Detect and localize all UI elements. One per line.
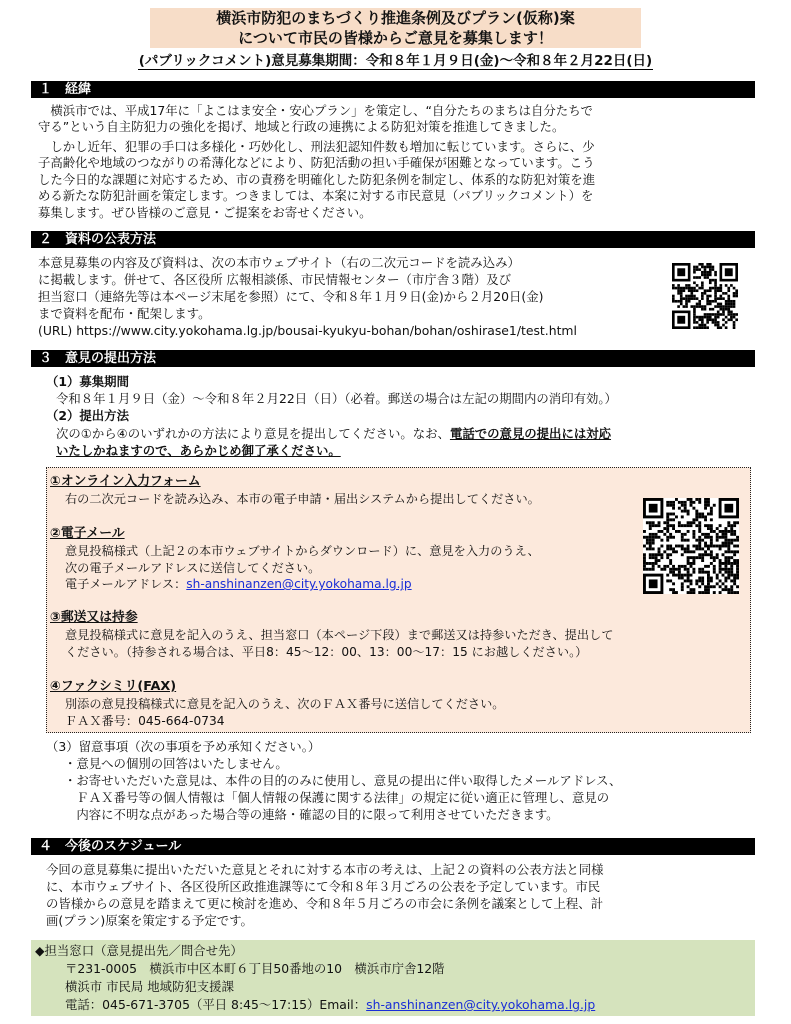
section-1-line: める新たな防犯計画を策定します。つきましては、本案に対する市民意見（パブリックコメント）を <box>38 188 594 203</box>
email-address-line <box>65 577 412 593</box>
online-form-qr-code-icon[interactable] <box>643 498 739 594</box>
email-address-link[interactable]: sh-anshinanzen@city.yokohama.lg.jp <box>186 577 412 591</box>
schedule-line: 画(プラン)原案を策定する予定です。 <box>46 913 253 928</box>
submission-methods-box <box>46 467 751 733</box>
email-address-label: 電子メールアドレス： <box>65 577 187 591</box>
note-item: ・お寄せいただいた意見は、本件の目的のみに使用し、意見の提出に伴い取得したメールアドレス、 <box>64 773 622 788</box>
section-1-line: した今日的な課題に対応するため、市の責務を明確化した防犯条例を制定し、体系的な防犯対策を進 <box>38 172 596 187</box>
section-3-heading: ３ 意見の提出方法 <box>31 350 755 367</box>
section-1-line: 募集します。ぜひ皆様のご意見・ご提案をお寄せください。 <box>38 205 372 220</box>
no-phone-notice-1: 電話での意見の提出には対応 <box>449 426 612 441</box>
notes-heading: （3）留意事項（次の事項を予め承知ください。） <box>46 739 321 754</box>
section-2-line: まで資料を配布・配架します。 <box>38 306 211 321</box>
post-text: ください。（持参される場合は、平日8：45～12：00、13：00～17：15 にお越しください。） <box>65 645 588 659</box>
online-form-heading: ①オンライン入力フォーム <box>50 474 201 489</box>
post-text: 意見投稿様式に意見を記入のうえ、担当窓口（本ページ下段）まで郵送又は持参いただき、提出して <box>65 628 614 642</box>
section-1-line: 横浜市では、平成17年に「よこはま安全・安心プラン」を策定し、“自分たちのまちは自分たちで <box>50 103 593 118</box>
section-2-line: 担当窓口（連絡先等は本ページ末尾を参照）にて、令和８年１月９日(金)から２月20日(金) <box>38 289 544 304</box>
section-1-line: 子高齢化や地域のつながりの希薄化などにより、防犯活動の担い手確保が困難となっています。こう <box>38 155 595 170</box>
website-url[interactable]: (URL) https://www.city.yokohama.lg.jp/bousai-kyukyu-bohan/bohan/oshirase1/test.html <box>38 323 577 338</box>
note-item: ・意見への個別の回答はいたしません。 <box>64 756 288 771</box>
website-qr-code-icon[interactable] <box>672 263 738 329</box>
contact-email-link[interactable]: sh-anshinanzen@city.yokohama.lg.jp <box>366 997 596 1012</box>
email-heading: ②電子メール <box>50 526 125 541</box>
comment-period-text: (パブリックコメント)意見募集期間：令和８年１月９日(金)～令和８年２月22日(日) <box>138 53 653 69</box>
section-1-line: 守る”という自主防犯力の強化を掲げ、地域と行政の連携による防犯対策を推進してきました。 <box>38 119 565 134</box>
fax-text: 別添の意見投稿様式に意見を記入のうえ、次のＦＡＸ番号に送信してください。 <box>65 697 505 711</box>
section-1-heading: １ 経緯 <box>31 81 755 98</box>
email-text: 意見投稿様式（上記２の本市ウェブサイトからダウンロード）に、意見を入力のうえ、 <box>65 544 540 558</box>
email-text: 次の電子メールアドレスに送信してください。 <box>65 561 321 575</box>
schedule-line: に、本市ウェブサイト、各区役所区政推進課等にて令和８年３月ごろの公表を予定しています。市民 <box>46 879 601 894</box>
contact-box <box>31 940 755 1016</box>
note-item: 内容に不明な点があった場合等の連絡・確認の目的に限って利用させていただきます。 <box>64 807 559 822</box>
contact-phone: 電話：045-671-3705（平日 8:45～17:15）Email： <box>65 997 367 1012</box>
no-phone-notice <box>56 443 341 459</box>
contact-department: 横浜市 市民局 地域防犯支援課 <box>65 979 234 994</box>
section-2-line: 本意見募集の内容及び資料は、次の本市ウェブサイト（右の二次元コードを読み込み） <box>38 255 520 270</box>
schedule-line: 今回の意見募集に提出いただいた意見とそれに対する本市の考えは、上記２の資料の公表方法と同様 <box>46 862 604 877</box>
section-4-heading: ４ 今後のスケジュール <box>31 838 755 855</box>
title-line-1: 横浜市防犯のまちづくり推進条例及びプラン(仮称)案 <box>216 9 575 27</box>
sub-heading-method: （2）提出方法 <box>46 408 129 423</box>
title-line-2: について市民の皆様からご意見を募集します！ <box>238 29 553 47</box>
fax-number: ＦＡＸ番号：045-664-0734 <box>65 714 225 728</box>
section-2-line: に掲載します。併せて、各区役所 広報相談係、市民情報センター（市庁舎３階）及び <box>38 272 512 287</box>
schedule-line: の皆様からの意見を踏まえて更に検討を進め、令和８年５月ごろの市会に条例を議案として上程、計 <box>46 896 604 911</box>
comment-period <box>0 52 791 70</box>
note-item: ＦＡＸ番号等の個人情報は「個人情報の保護に関する法律」の規定に従い適正に管理し、意見の <box>64 790 610 805</box>
method-intro <box>56 426 611 442</box>
contact-heading: ◆担当窓口（意見提出先／問合せ先） <box>35 943 243 958</box>
section-2-heading: ２ 資料の公表方法 <box>31 231 755 248</box>
no-phone-notice-2: いたしかねますので、あらかじめ御了承ください。 <box>56 443 341 458</box>
contact-phone-email <box>65 997 595 1013</box>
sub-heading-period: （1）募集期間 <box>46 374 129 389</box>
fax-heading: ④ファクシミリ(FAX) <box>50 679 177 694</box>
online-form-text: 右の二次元コードを読み込み、本市の電子申請・届出システムから提出してください。 <box>65 492 540 506</box>
method-intro-text: 次の①から④のいずれかの方法により意見を提出してください。なお、 <box>56 426 450 441</box>
section-1-line: しかし近年、犯罪の手口は多様化・巧妙化し、刑法犯認知件数も増加に転じています。さらに、少 <box>50 139 595 154</box>
page-title <box>150 8 641 48</box>
post-heading: ③郵送又は持参 <box>50 610 138 625</box>
contact-address: 〒231-0005 横浜市中区本町６丁目50番地の10 横浜市庁舎12階 <box>65 961 445 976</box>
submission-period-text: 令和８年１月９日（金）～令和８年２月22日（日）（必着。郵送の場合は左記の期間内の消印有効。） <box>56 391 617 406</box>
